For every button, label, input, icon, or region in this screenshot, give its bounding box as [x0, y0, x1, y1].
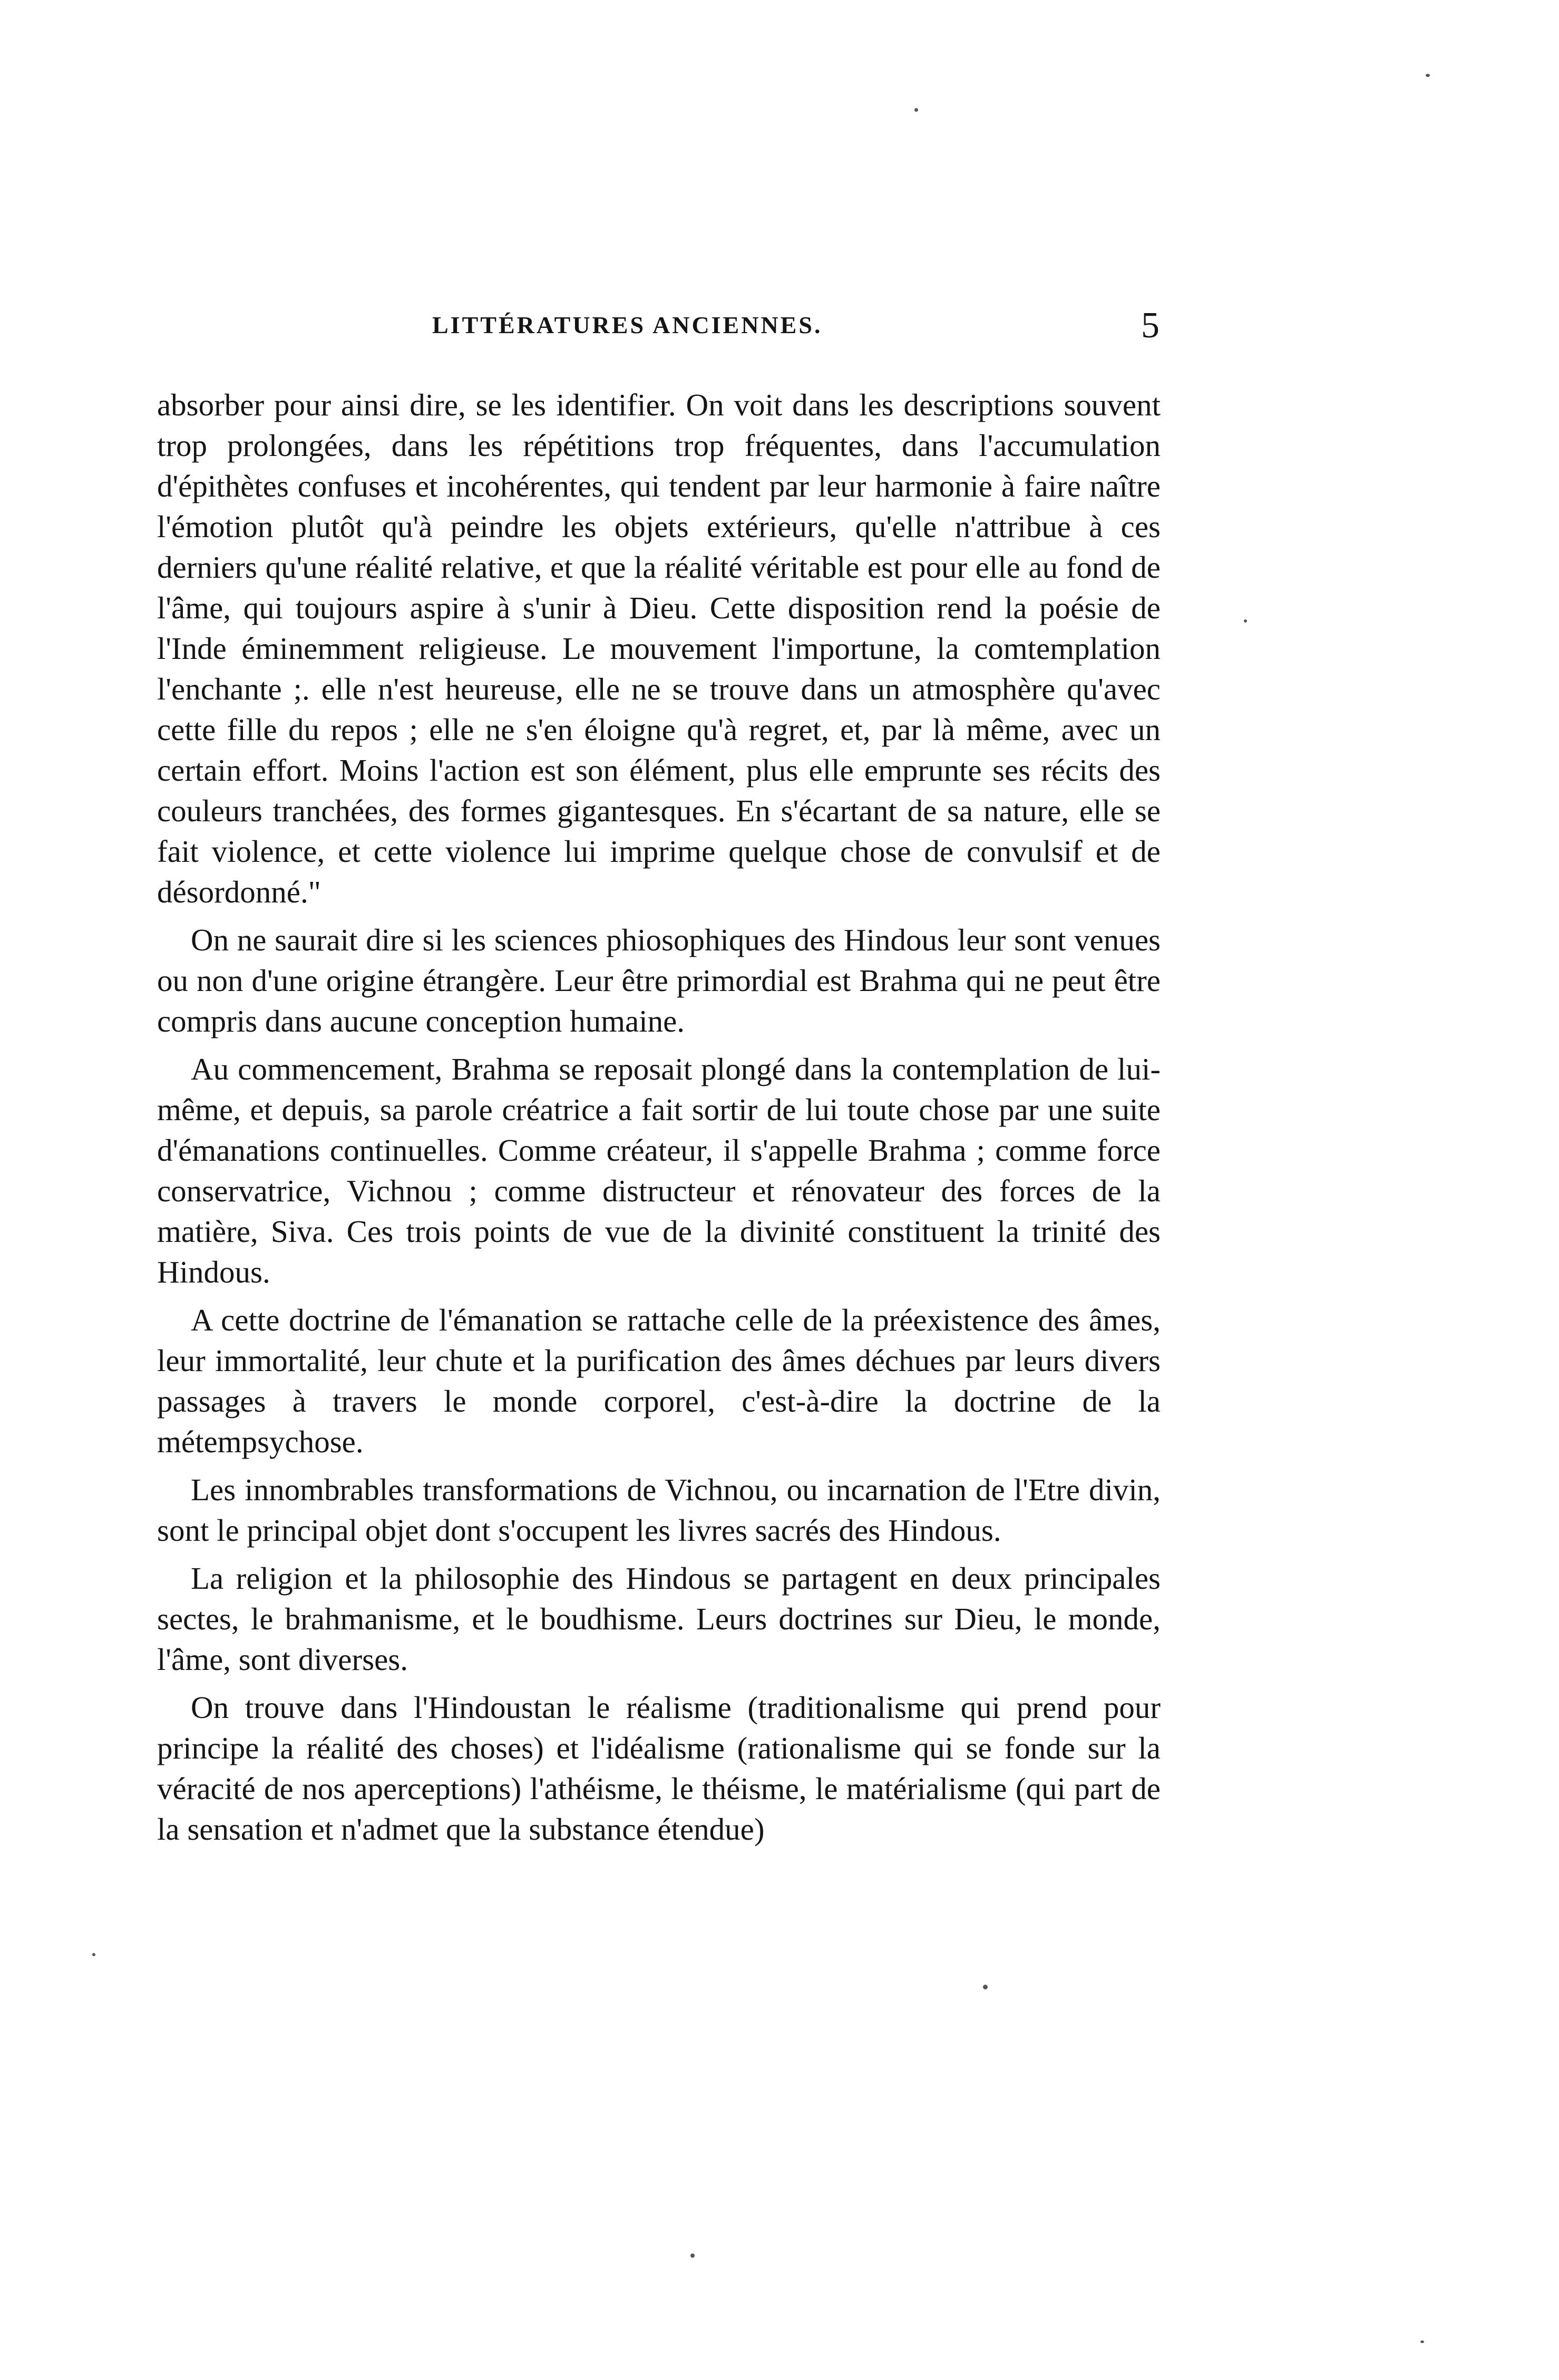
scan-speck	[92, 1953, 95, 1956]
paragraph-brahma: Au commencement, Brahma se reposait plongé dans la contemplation de lui-même, et depuis, sa parole créatrice a fait sortir de lui toute chose par une suite d'émanations continuelles. Comme créateur, il s'appelle Brahma ; comme force conservatrice, Vichnou ; comme distructeur et rénovateur des forces de la matière, Siva. Ces trois points de vue de la divinité constituent la trinité des Hindous.	[157, 1052, 1161, 1289]
page-number: 5	[1141, 305, 1159, 346]
paragraph-emanation: A cette doctrine de l'émanation se rattache celle de la préexistence des âmes, leur immortalité, leur chute et la purification des âmes déchues par leurs divers passages à travers le monde corporel, c'est-à-dire la doctrine de la métempsychose.	[157, 1303, 1161, 1459]
scan-speck	[1420, 2340, 1424, 2343]
paragraph-schools: On trouve dans l'Hindoustan le réalisme (traditionalisme qui prend pour principe la réalité des choses) et l'idéalisme (rationalisme qui se fonde sur la véracité de nos aperceptions) l'athéisme, le théisme, le matérialisme (qui part de la sensation et n'admet que la substance étendue)	[157, 1690, 1161, 1847]
scan-speck	[690, 2253, 695, 2258]
paragraph-vichnou: Les innombrables transformations de Vichnou, ou incarnation de l'Etre divin, sont le principal objet dont s'occupent les livres sacrés des Hindous.	[157, 1472, 1161, 1548]
paragraph-continuation: absorber pour ainsi dire, se les identifier. On voit dans les descriptions souvent trop prolongées, dans les répétitions trop fréquentes, dans l'accumulation d'épithètes confuses et incohérentes, qui tendent par leur harmonie à faire naître l'émotion plutôt qu'à peindre les objets extérieurs, qu'elle n'attribue à ces derniers qu'une réalité relative, et que la réalité véritable est pour elle au fond de l'âme, qui toujours aspire à s'unir à Dieu. Cette disposition rend la poésie de l'Inde éminemment religieuse. Le mouvement l'importune, la comtemplation l'enchante ;. elle n'est heureuse, elle ne se trouve dans un atmosphère qu'avec cette fille du repos ; elle ne s'en éloigne qu'à regret, et, par là même, avec un certain effort. Moins l'action est son élément, plus elle emprunte ses récits des couleurs tranchées, des formes gigantesques. En s'écartant de sa nature, elle se fait violence, et cette violence lui imprime quelque chose de convulsif et de désordonné."	[157, 387, 1161, 909]
paragraph-sects: La religion et la philosophie des Hindous se partagent en deux principales sectes, le brahmanisme, et le boudhisme. Leurs doctrines sur Dieu, le monde, l'âme, sont diverses.	[157, 1561, 1161, 1677]
paragraph-philosophy-origin: On ne saurait dire si les sciences phiosophiques des Hindous leur sont venues ou non d'une origine étrangère. Leur être primordial est Brahma qui ne peut être compris dans aucune conception humaine.	[157, 922, 1161, 1038]
scan-speck	[1244, 619, 1247, 623]
scan-speck	[914, 108, 918, 112]
body-text	[157, 385, 1161, 1857]
running-header	[158, 305, 1159, 353]
running-title: LITTÉRATURES ANCIENNES.	[432, 312, 823, 338]
scan-speck	[1426, 74, 1430, 77]
scan-speck	[983, 1985, 988, 1989]
